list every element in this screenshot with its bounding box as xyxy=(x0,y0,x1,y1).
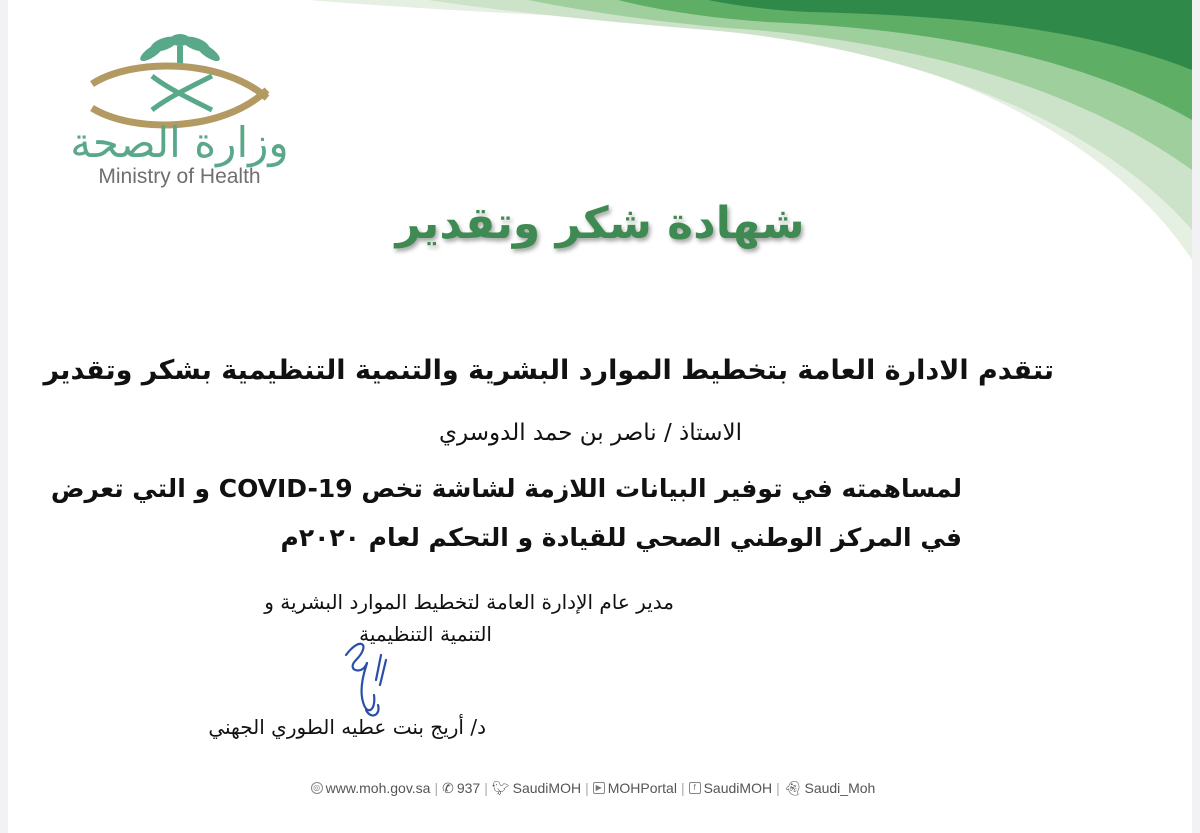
footer-divider: | xyxy=(585,780,589,796)
certificate-title: شهادة شكر وتقدير xyxy=(395,198,805,249)
footer-divider: | xyxy=(680,780,685,796)
handwritten-signature xyxy=(336,635,406,725)
twitter-icon: 🐦︎ xyxy=(491,779,510,796)
logo-arabic-name: وزارة الصحة xyxy=(70,118,289,167)
youtube-icon: ▶ xyxy=(593,782,605,794)
reason-line-1: لمساهمته في توفير البيانات اللازمة لشاشة تخص COVID-19 و التي تعرض xyxy=(50,474,962,503)
facebook-icon: f xyxy=(689,782,701,794)
footer-contacts xyxy=(258,776,928,800)
footer-divider: | xyxy=(484,780,488,796)
recipient-name: الاستاذ / ناصر بن حمد الدوسري xyxy=(439,420,742,446)
certificate-intro: تتقدم الادارة العامة بتخطيط الموارد البشرية والتنمية التنظيمية بشكر وتقدير xyxy=(43,355,1054,386)
logo-english-name: Ministry of Health xyxy=(98,165,261,188)
footer-divider: | xyxy=(434,780,439,796)
globe-icon: ◎ xyxy=(311,782,323,794)
reason-line-2: في المركز الوطني الصحي للقيادة و التحكم لعام ٢٠٢٠م xyxy=(280,523,962,552)
footer-snapchat[interactable]: 👻︎ Saudi_Moh xyxy=(783,779,876,796)
footer-website[interactable]: ◎ www.moh.gov.sa xyxy=(311,780,431,796)
footer-facebook[interactable]: f SaudiMOH xyxy=(689,780,772,796)
signatory-title-line-1: مدير عام الإدارة العامة لتخطيط الموارد البشرية و xyxy=(264,590,674,614)
footer-youtube[interactable]: ▶ MOHPortal xyxy=(593,780,677,796)
footer-twitter[interactable]: 🐦︎ SaudiMOH xyxy=(491,779,582,796)
footer-phone[interactable]: ✆ 937 xyxy=(442,779,481,796)
certificate-page xyxy=(8,0,1192,833)
signatory-title-line-2: التنمية التنظيمية xyxy=(359,622,492,646)
snapchat-icon: 👻︎ xyxy=(783,779,802,796)
phone-icon: ✆ xyxy=(442,779,454,796)
signatory-name: د/ أريج بنت عطيه الطوري الجهني xyxy=(208,715,486,739)
footer-divider: | xyxy=(776,780,780,796)
